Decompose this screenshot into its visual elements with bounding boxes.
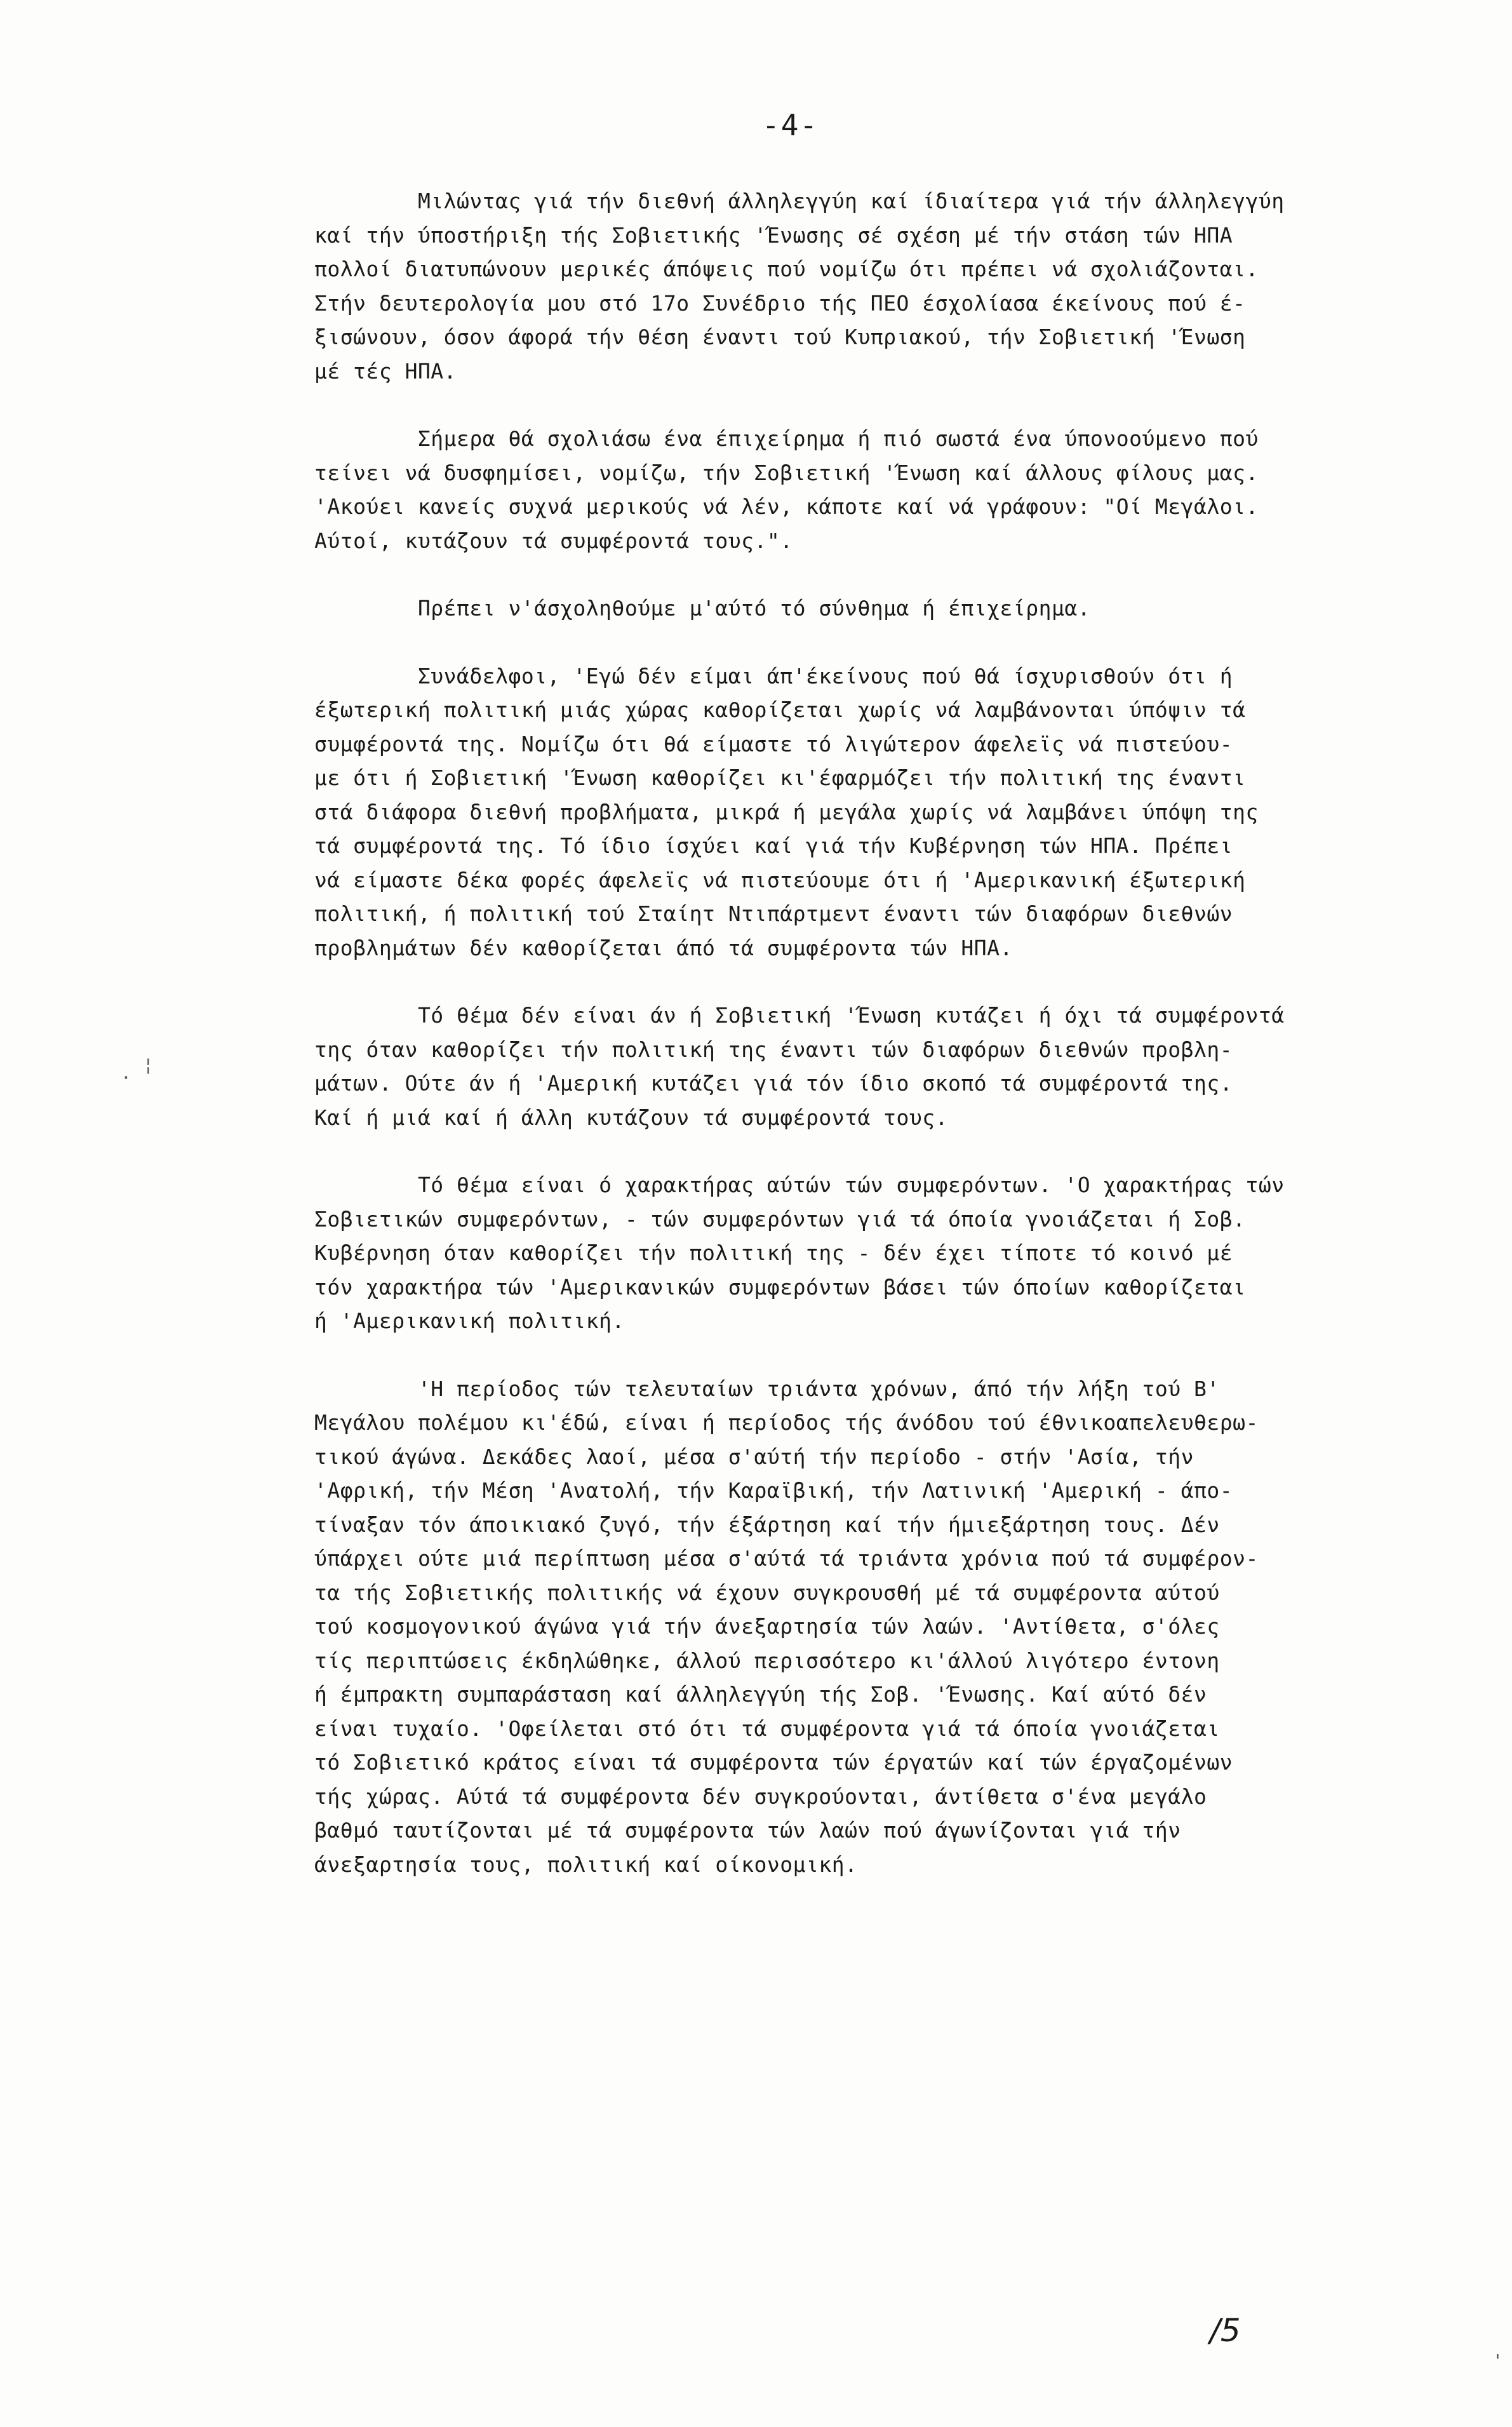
paragraph: [314, 998, 1489, 1134]
text-line: καί τήν ύποστήριξη τής Σοβιετικής 'Ένωσης σέ σχέση μέ τήν στάση τών ΗΠΑ: [314, 222, 1233, 248]
page-number: -4-: [762, 108, 819, 142]
text-line: της όταν καθορίζει τήν πολιτική της έναντι τών διαφόρων διεθνών προβλη-: [314, 1037, 1233, 1062]
continuation-mark: /5: [1210, 2312, 1241, 2349]
text-line: Τό θέμα δέν είναι άν ή Σοβιετική 'Ένωση κυτάζει ή όχι τά συμφέροντά: [314, 1003, 1285, 1028]
text-line: είναι τυχαίο. 'Οφείλεται στό ότι τά συμφέροντα γιά τά όποία γνοιάζεται: [314, 1716, 1220, 1741]
text-line: Μεγάλου πολέμου κι'έδώ, είναι ή περίοδος τής άνόδου τού έθνικοαπελευθερω-: [314, 1410, 1259, 1435]
text-line: με ότι ή Σοβιετική 'Ένωση καθορίζει κι'έφαρμόζει τήν πολιτική της έναντι: [314, 765, 1246, 790]
text-line: ύπάρχει ούτε μιά περίπτωση μέσα σ'αύτά τά τριάντα χρόνια πού τά συμφέρον-: [314, 1546, 1259, 1571]
text-line: βαθμό ταυτίζονται μέ τά συμφέροντα τών λαών πού άγωνίζονται γιά τήν: [314, 1818, 1181, 1843]
text-line: Στήν δευτερολογία μου στό 17ο Συνέδριο τής ΠΕΟ έσχολίασα έκείνους πού έ-: [314, 290, 1246, 316]
text-line: τού κοσμογονικού άγώνα γιά τήν άνεξαρτησία τών λαών. 'Αντίθετα, σ'όλες: [314, 1614, 1220, 1639]
text-line: πολιτική, ή πολιτική τού Σταίητ Ντιπάρτμεντ έναντι τών διαφόρων διεθνών: [314, 901, 1233, 926]
paragraph: [314, 422, 1489, 558]
text-line: Σήμερα θά σχολιάσω ένα έπιχείρημα ή πιό σωστά ένα ύπονοούμενο πού: [314, 426, 1259, 451]
text-line: πολλοί διατυπώνουν μερικές άπόψεις πού νομίζω ότι πρέπει νά σχολιάζονται.: [314, 257, 1259, 281]
paragraph: [314, 184, 1489, 388]
text-line: 'Η περίοδος τών τελευταίων τριάντα χρόνων, άπό τήν λήξη τού Β': [314, 1376, 1220, 1401]
text-line: ή έμπρακτη συμπαράσταση καί άλληλεγγύη τής Σοβ. 'Ένωσης. Καί αύτό δέν: [314, 1682, 1207, 1707]
margin-tick-mark: ·: [121, 1067, 131, 1088]
text-line: Συνάδελφοι, 'Εγώ δέν είμαι άπ'έκείνους πού θά ίσχυρισθούν ότι ή: [314, 663, 1233, 689]
text-line: έξωτερική πολιτική μιάς χώρας καθορίζεται χωρίς νά λαμβάνονται ύπόψιν τά: [314, 697, 1246, 722]
text-line: τίναξαν τόν άποικιακό ζυγό, τήν έξάρτηση καί τήν ήμιεξάρτηση τους. Δέν: [314, 1512, 1220, 1537]
text-line: μέ τές ΗΠΑ.: [314, 358, 457, 384]
text-line: Τό θέμα είναι ό χαρακτήρας αύτών τών συμφερόντων. 'Ο χαρακτήρας τών: [314, 1173, 1285, 1197]
text-line: Αύτοί, κυτάζουν τά συμφέροντά τους.".: [314, 528, 793, 553]
text-line: τά συμφέροντά της. Τό ίδιο ίσχύει καί γιά τήν Κυβέρνηση τών ΗΠΑ. Πρέπει: [314, 833, 1233, 858]
text-line: τείνει νά δυσφημίσει, νομίζω, τήν Σοβιετική 'Ένωση καί άλλους φίλους μας.: [314, 460, 1259, 485]
paragraph: [314, 591, 1489, 626]
document-body: [314, 184, 1489, 1881]
paragraph: [314, 1168, 1489, 1338]
text-line: Σοβιετικών συμφερόντων, - τών συμφερόντων γιά τά όποία γνοιάζεται ή Σοβ.: [314, 1206, 1246, 1232]
text-line: συμφέροντά της. Νομίζω ότι θά είμαστε τό λιγώτερον άφελεϊς νά πιστεύου-: [314, 731, 1233, 756]
text-line: άνεξαρτησία τους, πολιτική καί οίκονομική.: [314, 1852, 858, 1877]
text-line: Καί ή μιά καί ή άλλη κυτάζουν τά συμφέροντά τους.: [314, 1105, 949, 1130]
text-line: Κυβέρνηση όταν καθορίζει τήν πολιτική της - δέν έχει τίποτε τό κοινό μέ: [314, 1240, 1233, 1265]
text-line: ή 'Αμερικανική πολιτική.: [314, 1308, 625, 1333]
text-line: Πρέπει ν'άσχοληθούμε μ'αύτό τό σύνθημα ή έπιχείρημα.: [314, 596, 1091, 621]
text-line: 'Αφρική, τήν Μέση 'Ανατολή, τήν Καραϊβική, τήν Λατινική 'Αμερική - άπο-: [314, 1478, 1233, 1503]
paragraph: [314, 1372, 1489, 1882]
margin-tick-mark: ¦: [143, 1054, 154, 1075]
margin-tick-mark: ': [1492, 2350, 1503, 2371]
text-line: τής χώρας. Αύτά τά συμφέροντα δέν συγκρούονται, άντίθετα σ'ένα μεγάλο: [314, 1784, 1207, 1809]
text-line: τα τής Σοβιετικής πολιτικής νά έχουν συγκρουσθή μέ τά συμφέροντα αύτού: [314, 1580, 1220, 1605]
text-line: νά είμαστε δέκα φορές άφελεϊς νά πιστεύουμε ότι ή 'Αμερικανική έξωτερική: [314, 867, 1246, 892]
text-line: ξισώνουν, όσον άφορά τήν θέση έναντι τού Κυπριακού, τήν Σοβιετική 'Ένωση: [314, 325, 1246, 349]
text-line: στά διάφορα διεθνή προβλήματα, μικρά ή μεγάλα χωρίς νά λαμβάνει ύπόψη της: [314, 799, 1259, 824]
text-line: τικού άγώνα. Δεκάδες λαοί, μέσα σ'αύτή τήν περίοδο - στήν 'Ασία, τήν: [314, 1444, 1194, 1469]
text-line: προβλημάτων δέν καθορίζεται άπό τά συμφέροντα τών ΗΠΑ.: [314, 935, 1013, 960]
text-line: τό Σοβιετικό κράτος είναι τά συμφέροντα τών έργατών καί τών έργαζομένων: [314, 1750, 1233, 1775]
text-line: μάτων. Ούτε άν ή 'Αμερική κυτάζει γιά τόν ίδιο σκοπό τά συμφέροντά της.: [314, 1071, 1233, 1096]
text-line: Μιλώντας γιά τήν διεθνή άλληλεγγύη καί ίδιαίτερα γιά τήν άλληλεγγύη: [314, 189, 1285, 213]
text-line: 'Ακούει κανείς συχνά μερικούς νά λέν, κάποτε καί νά γράφουν: "Οί Μεγάλοι.: [314, 494, 1259, 519]
text-line: τόν χαρακτήρα τών 'Αμερικανικών συμφερόντων βάσει τών όποίων καθορίζεται: [314, 1274, 1246, 1300]
paragraph: [314, 659, 1489, 965]
text-line: τίς περιπτώσεις έκδηλώθηκε, άλλού περισσότερο κι'άλλού λιγότερο έντονη: [314, 1648, 1220, 1673]
